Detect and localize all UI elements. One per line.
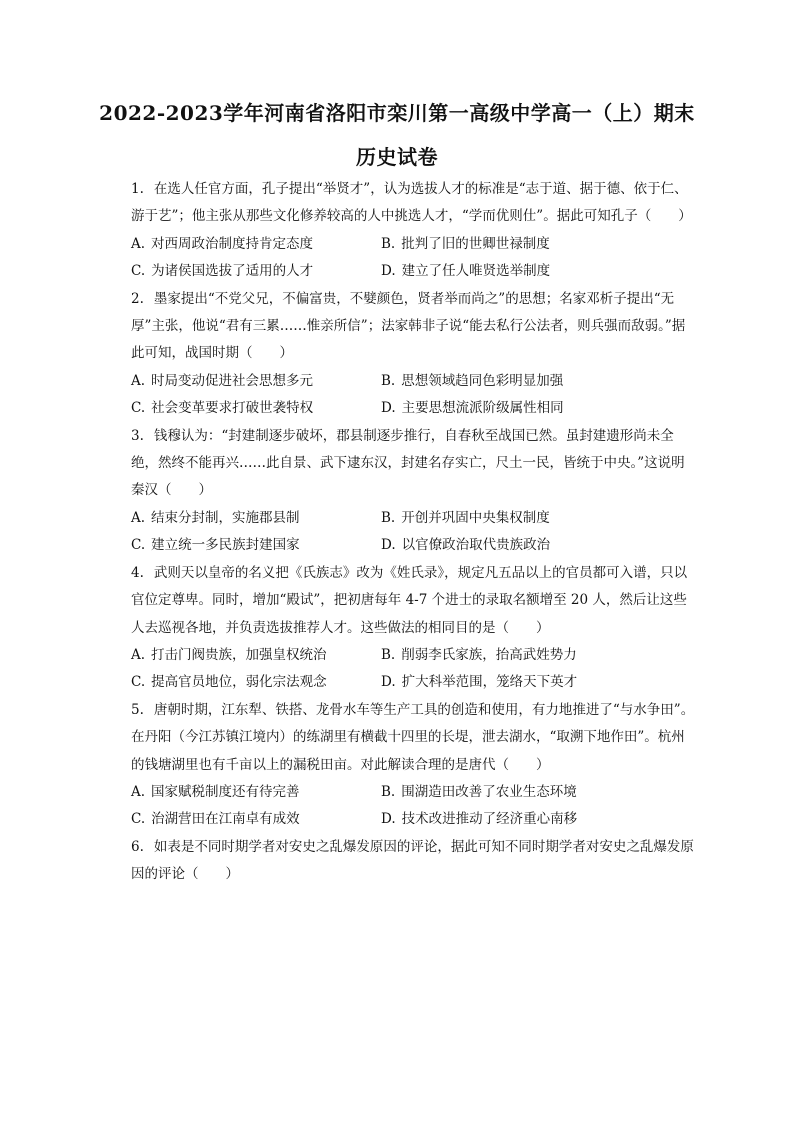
question-1 [131, 176, 697, 286]
option-c: C. 治湖营田在江南卓有成效 [131, 811, 300, 828]
option-a: A. 结束分封制，实施郡县制 [131, 509, 300, 526]
exam-title-line2: 历史试卷 [356, 145, 438, 169]
question-options [131, 231, 697, 286]
exam-title-line1: 2022-2023学年河南省洛阳市栾川第一高级中学高一（上）期末 [99, 101, 695, 125]
question-options [131, 642, 697, 697]
option-b: B. 开创并巩固中央集权制度 [381, 509, 550, 526]
option-b: B. 思想领域趋同色彩明显加强 [381, 372, 564, 389]
question-options [131, 368, 697, 423]
question-stem [131, 834, 697, 889]
question-text: 钱穆认为：“封建制逐步破坏，郡县制逐步推行，自春秋至战国已然。虽封建遗形尚未全绝，然终不能再兴……此自景、武下逮东汉，封建名存实亡，尺土一民，皆统于中央。”这说明秦汉（ ） [131, 427, 685, 499]
option-a: A. 打击门阀贵族，加强皇权统治 [131, 646, 327, 663]
question-number: 4. [131, 564, 144, 581]
question-number: 1. [131, 181, 144, 197]
question-text: 唐朝时期，江东犁、铁搭、龙骨水车等生产工具的创造和使用，有力地推进了“与水争田”。在丹阳（今江苏镇江境内）的练湖里有横截十四里的长堤，泄去湖水，“取溯下地作田”。杭州的钱塘湖里也有千亩以上的漏税田亩。对此解读合理的是唐代（ ） [131, 701, 695, 773]
question-stem [131, 560, 697, 642]
option-a: A. 时局变动促进社会思想多元 [131, 372, 314, 389]
option-c: C. 社会变革要求打破世袭特权 [131, 400, 314, 417]
question-number: 3. [131, 427, 144, 444]
question-text: 在选人任官方面，孔子提出“举贤才”，认为选拔人才的标准是“志于道、据于德、依于仁、游于艺”；他主张从那些文化修养较高的人中挑选人才，“学而优则仕”。据此可知孔子（ ） [131, 181, 692, 225]
option-d: D. 扩大科举范围，笼络天下英才 [381, 674, 578, 691]
question-options [131, 505, 697, 560]
question-text: 如表是不同时期学者对安史之乱爆发原因的评论，据此可知不同时期学者对安史之乱爆发原因的评论（ ） [131, 838, 694, 883]
option-b: B. 批判了旧的世卿世禄制度 [381, 235, 550, 252]
question-stem [131, 423, 697, 505]
option-c: C. 提高官员地位，弱化宗法观念 [131, 674, 327, 691]
option-b: B. 围湖造田改善了农业生态环境 [381, 783, 577, 800]
question-4 [131, 560, 697, 697]
option-c: C. 为诸侯国选拔了适用的人才 [131, 263, 314, 280]
question-text: 墨家提出“不党父兄，不偏富贵，不嬖颜色，贤者举而尚之”的思想；名家邓析子提出“无厚”主张，他说“君有三累……惟亲所信”；法家韩非子说“能去私行公法者，则兵强而敌弱。”据此可知，战国时期（ ） [131, 290, 686, 362]
question-list [131, 176, 697, 889]
option-c: C. 建立统一多民族封建国家 [131, 537, 300, 554]
question-3 [131, 423, 697, 560]
option-a: A. 对西周政治制度持肯定态度 [131, 235, 314, 252]
question-6 [131, 834, 697, 889]
option-d: D. 建立了任人唯贤选举制度 [381, 263, 551, 280]
question-text: 武则天以皇帝的名义把《氏族志》改为《姓氏录》，规定凡五品以上的官员都可入谱，只以官位定尊卑。同时，增加“殿试”，把初唐每年 4-7 个进士的录取名额增至 20 人，然后让这些人去巡视各地，并负责选拔推荐人才。这些做法的相同目的是（ ） [131, 564, 688, 636]
option-a: A. 国家赋税制度还有待完善 [131, 783, 300, 800]
option-d: D. 以官僚政治取代贵族政治 [381, 537, 551, 554]
question-options [131, 779, 697, 834]
option-d: D. 技术改进推动了经济重心南移 [381, 811, 578, 828]
question-number: 2. [131, 290, 144, 307]
question-stem [131, 286, 697, 368]
option-d: D. 主要思想流派阶级属性相同 [381, 400, 564, 417]
question-stem [131, 176, 697, 231]
question-number: 5. [131, 701, 144, 718]
question-5 [131, 697, 697, 834]
question-2 [131, 286, 697, 423]
option-b: B. 削弱李氏家族，抬高武姓势力 [381, 646, 577, 663]
question-number: 6. [131, 838, 144, 855]
question-stem [131, 697, 697, 779]
